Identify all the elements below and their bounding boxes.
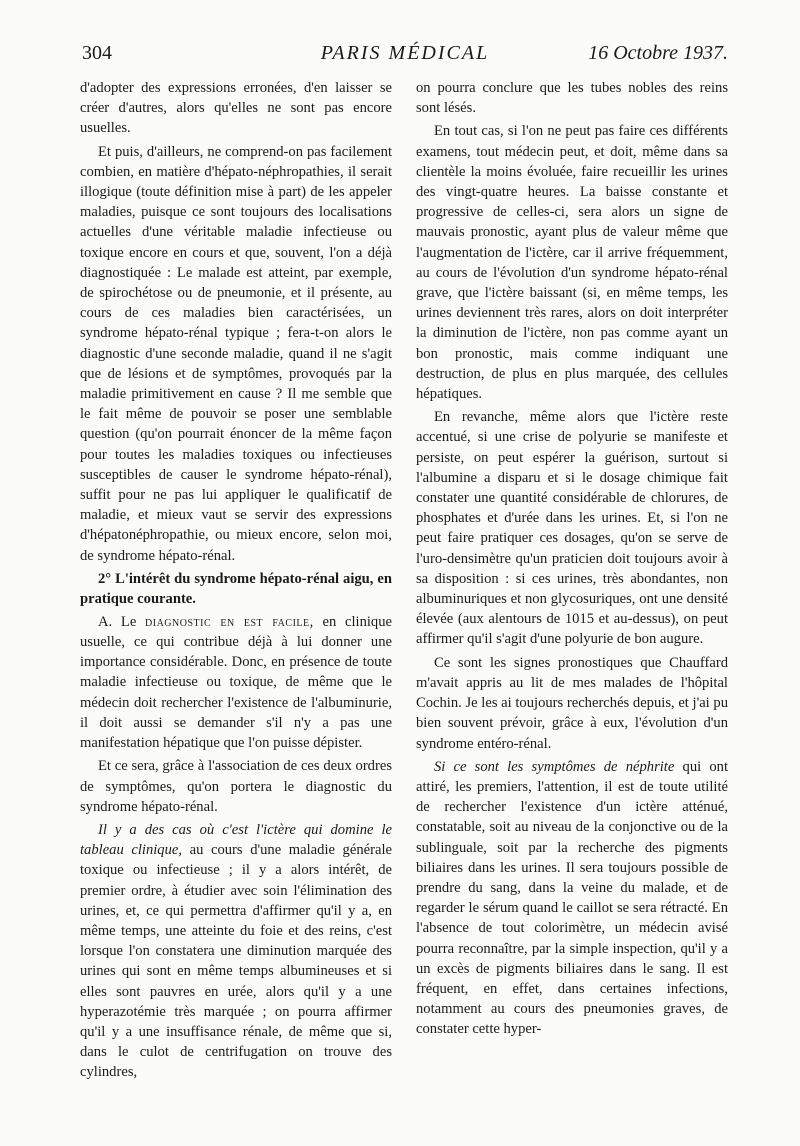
journal-title: PARIS MÉDICAL xyxy=(320,42,490,64)
left-column xyxy=(80,78,392,1086)
paragraph-text: en clinique usuelle, ce qui contribue déjà à lui donner une importance considérable. Donc, en présence de toute maladie infectieuse ou toxique, de même que le médecin doit rechercher l'existence de l'albuminurie, il doit aussi se demander s'il n'y a pas une manifestation hépatique que l'on puisse dépister. xyxy=(80,613,392,752)
section-heading: 2° L'intérêt du syndrome hépato-rénal aigu, en pratique courante. xyxy=(80,570,392,607)
right-column xyxy=(416,78,728,1043)
page-number: 304 xyxy=(82,42,112,64)
italic-lead: Il y a des cas où c'est l'ictère qui domine le tableau clinique, xyxy=(80,821,392,859)
right-paragraph-3: En revanche, même alors que l'ictère reste accentué, si une crise de polyurie se manifeste et persiste, on peut espérer la guérison, surtout si l'albumine a disparu et si le dosage chimique fait constater une quantité considérable de chlorures, de phosphates et d'urée dans les urines. Et, si l'on ne peut faire pratiquer ces dosages, qu'on se serve de l'uro-densimètre qu'un praticien doit toujours avoir à sa disposition : si ces urines, très abondantes, non albuminuriques et non glycosuriques, ont une densité élevée (aux alentours de 1015 et au-dessus), on peut affirmer qu'il s'agit d'une polyurie de bon augure. xyxy=(416,409,728,648)
left-paragraph-4: Et ce sera, grâce à l'association de ces deux ordres de symptômes, qu'on portera le diagnostic du syndrome hépato-rénal. xyxy=(80,758,392,815)
right-paragraph-1: on pourra conclure que les tubes nobles des reins sont lésés. xyxy=(416,80,728,117)
right-paragraph-2: En tout cas, si l'on ne peut pas faire ces différents examens, tout médecin peut, et doit, même dans sa clientèle la moins évoluée, faire recueillir les urines des vingt-quatre heures. La baisse constante et progressive de celles-ci, sera alors un signe de mauvais pronostic, ayant plus de valeur même que l'augmentation de l'ictère, car il arrive fréquemment, au cours de l'évolution d'un syndrome hépato-rénal grave, que l'ictère baissant (si, en même temps, les urines deviennent très rares, alors on doit interpréter la diminution de l'ictère, non pas comme ayant un bon pronostic, mais comme indiquant une destruction, de plus en plus marquée, des cellules hépatiques. xyxy=(416,123,728,403)
right-paragraph-5 xyxy=(416,757,728,1040)
page-header xyxy=(82,42,728,72)
right-paragraph-4: Ce sont les signes pronostiques que Chauffard m'avait appris au lit de mes malades de l'hôpital Cochin. Je les ai toujours recherchés depuis, et j'ai pu bien souvent prévoir, grâce à eux, l'évolution d'un syndrome entéro-rénal. xyxy=(416,654,728,752)
left-paragraph-3 xyxy=(80,612,392,753)
issue-date: 16 Octobre 1937. xyxy=(588,42,728,64)
paragraph-label: A. Le xyxy=(98,613,137,630)
smallcaps-phrase: diagnostic en est facile, xyxy=(145,613,314,630)
left-paragraph-5 xyxy=(80,820,392,1083)
paragraph-text: au cours d'une maladie générale toxique ou infectieuse ; il y a alors intérêt, de premier ordre, à étudier avec soin l'élimination des urines, et, ce qui permettra d'affirmer qu'il y a, en même temps, une atteinte du foie et des reins, c'est lorsque l'on constatera une diminution marquée des urines qui sont en même temps albumineuses et si elles sont pauvres en urée, alors qu'il y a une hyperazotémie très marquée ; on pourra affirmer qu'il y a une insuffisance rénale, de même que si, dans le culot de centrifugation on trouve des cylindres, xyxy=(80,842,392,1081)
left-paragraph-1: d'adopter des expressions erronées, d'en laisser se créer d'autres, alors qu'elles ne sont pas encore usuelles. xyxy=(80,80,392,137)
paragraph-text: qui ont attiré, les premiers, l'attention, il est de toute utilité de rechercher l'existence d'un ictère atténué, constatable, soit au niveau de la conjonctive ou de la sublinguale, soit par la recherche des pigments biliaires dans les urines. Il sera toujours possible de prendre du sang, dans la veine du malade, et de regarder le sérum quand le caillot se sera rétracté. En l'absence de tout colorimètre, un médecin avisé pourra reconnaître, par la simple inspection, qu'il y a un excès de pigments biliaires dans le sang. Il est fréquent, en effet, dans certaines infections, notamment au cours des pneumonies graves, de constater cette hyper- xyxy=(416,758,729,1038)
italic-lead: Si ce sont les symptômes de néphrite xyxy=(434,758,675,775)
left-paragraph-2: Et puis, d'ailleurs, ne comprend-on pas facilement combien, en matière d'hépato-néphropathies, il serait illogique (toute définition mise à part) de les appeler maladies, puisque ce sont toujours des localisations actuelles d'une véritable maladie infectieuse ou toxique encore en cours et que, souvent, l'on a déjà diagnostiquée : Le malade est atteint, par exemple, de spirochétose ou de pneumonie, et il présente, au cours de ces maladies bien caractérisées, un syndrome hépato-rénal typique ; fera-t-on alors le diagnostic d'une seconde maladie, quand il ne s'agit que de lésions et de symptômes, provoqués par la maladie primitivement en cause ? Il me semble que le fait même de pouvoir se poser une semblable question (qu'on pourrait énoncer de la même façon pour toutes les maladies toxiques ou infectieuses susceptibles de causer le syndrome hépato-rénal), suffit pour ne pas lui appliquer le qualificatif de maladie, et mieux vaut se servir des expressions d'hépatonéphropathie, ou mieux encore, selon moi, de syndrome hépato-rénal. xyxy=(80,143,392,564)
